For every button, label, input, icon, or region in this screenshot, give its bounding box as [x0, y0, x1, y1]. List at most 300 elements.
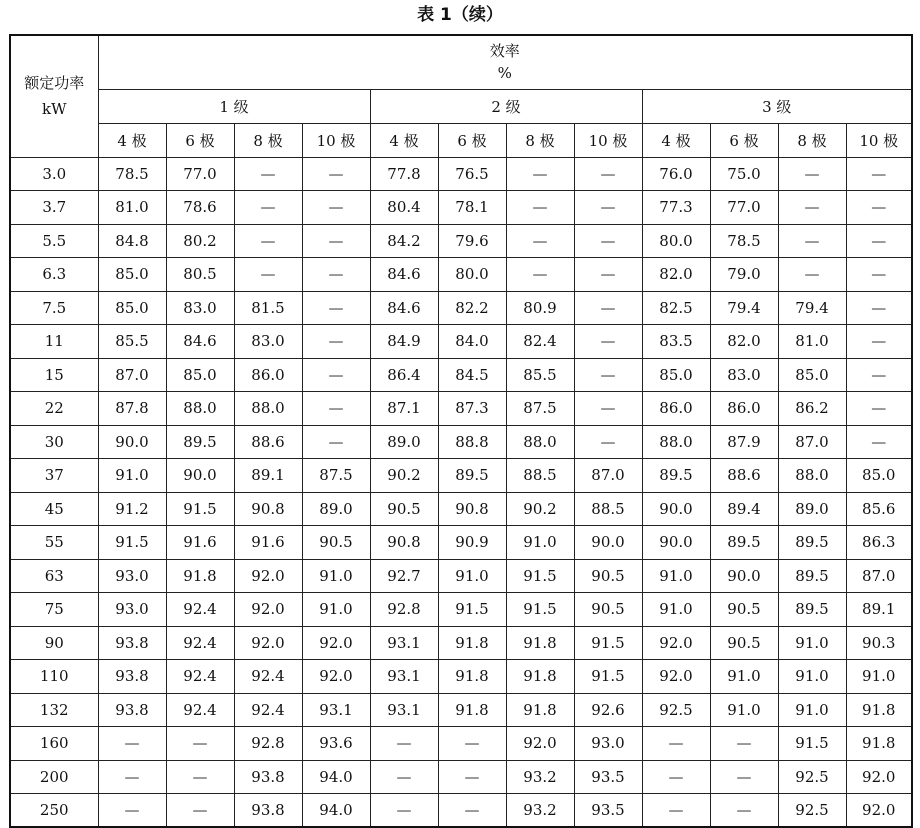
efficiency-cell: 93.8: [98, 693, 166, 727]
efficiency-cell: 92.0: [506, 727, 574, 761]
efficiency-cell: 91.6: [234, 526, 302, 560]
efficiency-cell: 83.0: [166, 291, 234, 325]
efficiency-cell: 84.6: [370, 291, 438, 325]
efficiency-cell: 82.5: [642, 291, 710, 325]
efficiency-cell: —: [370, 794, 438, 828]
efficiency-cell: 88.0: [234, 392, 302, 426]
efficiency-cell: 89.0: [370, 425, 438, 459]
efficiency-cell: 92.0: [846, 760, 912, 794]
efficiency-cell: —: [302, 258, 370, 292]
efficiency-cell: 81.0: [98, 191, 166, 225]
efficiency-cell: 77.0: [166, 157, 234, 191]
efficiency-cell: 79.6: [438, 224, 506, 258]
table-title: 表 1（续）: [417, 5, 503, 25]
efficiency-cell: 90.2: [506, 492, 574, 526]
pole-header-2-2: 6 极: [438, 123, 506, 157]
efficiency-cell: 84.8: [98, 224, 166, 258]
efficiency-cell: 92.0: [234, 593, 302, 627]
efficiency-cell: 93.8: [234, 760, 302, 794]
efficiency-cell: 92.0: [642, 660, 710, 694]
efficiency-cell: 89.0: [302, 492, 370, 526]
efficiency-cell: —: [438, 760, 506, 794]
efficiency-cell: 89.1: [846, 593, 912, 627]
efficiency-cell: —: [710, 760, 778, 794]
efficiency-cell: —: [234, 191, 302, 225]
efficiency-cell: 93.5: [574, 760, 642, 794]
efficiency-cell: —: [710, 794, 778, 828]
efficiency-cell: 80.9: [506, 291, 574, 325]
efficiency-cell: 89.4: [710, 492, 778, 526]
efficiency-cell: 93.1: [370, 626, 438, 660]
efficiency-cell: 90.5: [574, 593, 642, 627]
pole-header-1-1: 4 极: [98, 123, 166, 157]
efficiency-cell: 87.5: [506, 392, 574, 426]
efficiency-cell: 92.4: [234, 660, 302, 694]
efficiency-cell: 80.0: [438, 258, 506, 292]
efficiency-cell: —: [846, 291, 912, 325]
efficiency-cell: 80.2: [166, 224, 234, 258]
efficiency-cell: 92.0: [302, 660, 370, 694]
pole-header-2-1: 4 极: [370, 123, 438, 157]
efficiency-cell: —: [574, 191, 642, 225]
efficiency-cell: —: [846, 191, 912, 225]
efficiency-cell: 92.5: [778, 760, 846, 794]
efficiency-cell: 93.1: [302, 693, 370, 727]
table-body: [10, 157, 912, 827]
pole-header-1-3: 8 极: [234, 123, 302, 157]
efficiency-cell: —: [846, 325, 912, 359]
efficiency-cell: —: [302, 191, 370, 225]
efficiency-cell: 92.0: [642, 626, 710, 660]
grade-1-header: 1 级: [98, 89, 370, 123]
efficiency-cell: 90.8: [438, 492, 506, 526]
efficiency-cell: —: [778, 224, 846, 258]
efficiency-cell: 85.0: [98, 258, 166, 292]
efficiency-cell: 81.0: [778, 325, 846, 359]
efficiency-cell: —: [778, 258, 846, 292]
efficiency-cell: 89.5: [778, 526, 846, 560]
table-row: [10, 325, 912, 359]
pole-header-row: [10, 123, 912, 157]
efficiency-cell: 90.0: [574, 526, 642, 560]
efficiency-cell: 84.9: [370, 325, 438, 359]
efficiency-cell: —: [574, 392, 642, 426]
rated-power-cell: 22: [10, 392, 98, 426]
efficiency-cell: 86.0: [710, 392, 778, 426]
efficiency-cell: 87.3: [438, 392, 506, 426]
efficiency-cell: 87.0: [98, 358, 166, 392]
efficiency-cell: 75.0: [710, 157, 778, 191]
efficiency-cell: 93.0: [98, 593, 166, 627]
efficiency-cell: 92.4: [234, 693, 302, 727]
table-row: [10, 492, 912, 526]
efficiency-table: [9, 34, 913, 828]
efficiency-cell: 78.1: [438, 191, 506, 225]
pole-header-1-4: 10 极: [302, 123, 370, 157]
efficiency-cell: —: [302, 392, 370, 426]
efficiency-cell: —: [506, 224, 574, 258]
efficiency-cell: 85.5: [98, 325, 166, 359]
efficiency-cell: 91.0: [846, 660, 912, 694]
efficiency-cell: —: [642, 727, 710, 761]
efficiency-cell: 91.0: [302, 559, 370, 593]
efficiency-cell: 92.0: [846, 794, 912, 828]
efficiency-cell: 88.0: [642, 425, 710, 459]
efficiency-cell: 93.0: [98, 559, 166, 593]
efficiency-cell: 87.9: [710, 425, 778, 459]
efficiency-cell: 81.5: [234, 291, 302, 325]
efficiency-cell: 89.5: [166, 425, 234, 459]
efficiency-cell: 78.6: [166, 191, 234, 225]
efficiency-cell: 91.2: [98, 492, 166, 526]
table-row: [10, 392, 912, 426]
pole-header-2-3: 8 极: [506, 123, 574, 157]
efficiency-cell: —: [574, 325, 642, 359]
efficiency-cell: 93.1: [370, 660, 438, 694]
efficiency-cell: 77.0: [710, 191, 778, 225]
efficiency-cell: —: [846, 358, 912, 392]
efficiency-cell: 76.0: [642, 157, 710, 191]
efficiency-cell: 82.0: [710, 325, 778, 359]
efficiency-cell: 87.8: [98, 392, 166, 426]
efficiency-cell: 91.6: [166, 526, 234, 560]
efficiency-cell: 85.6: [846, 492, 912, 526]
efficiency-header: [98, 35, 912, 89]
efficiency-cell: 91.0: [778, 693, 846, 727]
table-row: [10, 526, 912, 560]
table-row: [10, 425, 912, 459]
efficiency-cell: —: [642, 760, 710, 794]
rated-power-header: [10, 35, 98, 157]
efficiency-cell: 92.8: [370, 593, 438, 627]
efficiency-cell: 91.0: [438, 559, 506, 593]
efficiency-cell: 93.8: [234, 794, 302, 828]
efficiency-cell: —: [438, 727, 506, 761]
efficiency-cell: 80.0: [642, 224, 710, 258]
efficiency-cell: 91.5: [166, 492, 234, 526]
efficiency-cell: 88.6: [234, 425, 302, 459]
efficiency-cell: 90.0: [166, 459, 234, 493]
efficiency-cell: 85.5: [506, 358, 574, 392]
efficiency-cell: 90.3: [846, 626, 912, 660]
efficiency-cell: 79.4: [778, 291, 846, 325]
efficiency-cell: 91.8: [506, 693, 574, 727]
efficiency-cell: 78.5: [710, 224, 778, 258]
efficiency-cell: 80.5: [166, 258, 234, 292]
efficiency-cell: 92.7: [370, 559, 438, 593]
efficiency-cell: 89.5: [778, 559, 846, 593]
rated-power-cell: 110: [10, 660, 98, 694]
efficiency-cell: 93.6: [302, 727, 370, 761]
rated-power-cell: 200: [10, 760, 98, 794]
efficiency-cell: 89.5: [710, 526, 778, 560]
table-row: [10, 727, 912, 761]
rated-power-cell: 55: [10, 526, 98, 560]
efficiency-cell: —: [846, 224, 912, 258]
rated-power-unit: kW: [41, 100, 67, 119]
efficiency-cell: —: [234, 224, 302, 258]
rated-power-cell: 6.3: [10, 258, 98, 292]
efficiency-cell: 91.8: [506, 660, 574, 694]
rated-power-cell: 132: [10, 693, 98, 727]
table-row: [10, 258, 912, 292]
rated-power-cell: 45: [10, 492, 98, 526]
efficiency-cell: 92.4: [166, 626, 234, 660]
efficiency-cell: 89.5: [642, 459, 710, 493]
efficiency-cell: 94.0: [302, 794, 370, 828]
efficiency-cell: 92.4: [166, 593, 234, 627]
table-row: [10, 693, 912, 727]
rated-power-cell: 7.5: [10, 291, 98, 325]
efficiency-cell: 91.0: [642, 559, 710, 593]
efficiency-cell: 83.0: [710, 358, 778, 392]
efficiency-cell: 91.8: [166, 559, 234, 593]
efficiency-cell: 85.0: [778, 358, 846, 392]
efficiency-cell: 91.0: [778, 660, 846, 694]
efficiency-cell: 91.0: [506, 526, 574, 560]
efficiency-cell: 91.5: [574, 626, 642, 660]
efficiency-cell: —: [302, 224, 370, 258]
efficiency-cell: 92.0: [234, 559, 302, 593]
efficiency-cell: 91.5: [506, 559, 574, 593]
efficiency-cell: 90.5: [710, 593, 778, 627]
efficiency-cell: 91.0: [710, 693, 778, 727]
efficiency-cell: —: [574, 425, 642, 459]
efficiency-cell: 80.4: [370, 191, 438, 225]
rated-power-cell: 250: [10, 794, 98, 828]
efficiency-cell: 84.5: [438, 358, 506, 392]
rated-power-cell: 3.7: [10, 191, 98, 225]
efficiency-cell: 90.5: [302, 526, 370, 560]
rated-power-cell: 11: [10, 325, 98, 359]
efficiency-cell: 84.2: [370, 224, 438, 258]
efficiency-cell: —: [302, 291, 370, 325]
efficiency-cell: —: [98, 794, 166, 828]
efficiency-cell: 90.0: [710, 559, 778, 593]
efficiency-cell: 93.8: [98, 660, 166, 694]
efficiency-cell: 91.8: [506, 626, 574, 660]
efficiency-cell: 92.0: [234, 626, 302, 660]
efficiency-cell: —: [234, 258, 302, 292]
efficiency-cell: —: [574, 157, 642, 191]
efficiency-cell: —: [302, 358, 370, 392]
efficiency-cell: 88.8: [438, 425, 506, 459]
efficiency-cell: 89.0: [778, 492, 846, 526]
efficiency-cell: —: [846, 258, 912, 292]
efficiency-cell: —: [98, 727, 166, 761]
efficiency-cell: 92.4: [166, 660, 234, 694]
efficiency-unit: %: [497, 64, 512, 83]
efficiency-cell: 91.0: [778, 626, 846, 660]
efficiency-cell: 88.0: [778, 459, 846, 493]
rated-power-cell: 3.0: [10, 157, 98, 191]
rated-power-cell: 5.5: [10, 224, 98, 258]
efficiency-cell: 85.0: [846, 459, 912, 493]
efficiency-cell: 87.0: [846, 559, 912, 593]
efficiency-cell: 82.0: [642, 258, 710, 292]
table-row: [10, 157, 912, 191]
efficiency-cell: —: [846, 392, 912, 426]
table-row: [10, 626, 912, 660]
efficiency-cell: 93.0: [574, 727, 642, 761]
efficiency-cell: 93.5: [574, 794, 642, 828]
efficiency-cell: 88.0: [166, 392, 234, 426]
pole-header-3-4: 10 极: [846, 123, 912, 157]
efficiency-cell: 90.5: [370, 492, 438, 526]
efficiency-cell: 88.5: [506, 459, 574, 493]
efficiency-cell: 92.8: [234, 727, 302, 761]
efficiency-cell: 89.5: [438, 459, 506, 493]
efficiency-cell: —: [778, 157, 846, 191]
efficiency-cell: 91.5: [438, 593, 506, 627]
efficiency-cell: 85.0: [98, 291, 166, 325]
efficiency-cell: 90.0: [98, 425, 166, 459]
efficiency-cell: 86.2: [778, 392, 846, 426]
efficiency-cell: 77.8: [370, 157, 438, 191]
efficiency-cell: —: [506, 191, 574, 225]
efficiency-cell: 90.5: [574, 559, 642, 593]
efficiency-cell: 91.8: [438, 626, 506, 660]
efficiency-cell: —: [778, 191, 846, 225]
efficiency-cell: 93.2: [506, 794, 574, 828]
efficiency-cell: 77.3: [642, 191, 710, 225]
efficiency-cell: 76.5: [438, 157, 506, 191]
efficiency-cell: 90.9: [438, 526, 506, 560]
efficiency-cell: 90.0: [642, 526, 710, 560]
grade-2-header: 2 级: [370, 89, 642, 123]
table-row: [10, 593, 912, 627]
efficiency-cell: 91.0: [98, 459, 166, 493]
efficiency-cell: 83.5: [642, 325, 710, 359]
efficiency-cell: 84.6: [166, 325, 234, 359]
efficiency-cell: 91.0: [710, 660, 778, 694]
efficiency-cell: —: [846, 425, 912, 459]
efficiency-cell: 93.2: [506, 760, 574, 794]
efficiency-cell: 91.5: [98, 526, 166, 560]
efficiency-cell: 92.6: [574, 693, 642, 727]
efficiency-cell: 91.8: [846, 727, 912, 761]
table-row: [10, 760, 912, 794]
efficiency-cell: 91.5: [778, 727, 846, 761]
efficiency-cell: 90.5: [710, 626, 778, 660]
efficiency-cell: 86.0: [642, 392, 710, 426]
efficiency-cell: 92.0: [302, 626, 370, 660]
rated-power-cell: 30: [10, 425, 98, 459]
efficiency-cell: 87.0: [778, 425, 846, 459]
efficiency-cell: 92.4: [166, 693, 234, 727]
efficiency-cell: —: [98, 760, 166, 794]
efficiency-cell: 89.1: [234, 459, 302, 493]
efficiency-cell: 92.5: [778, 794, 846, 828]
efficiency-cell: 90.8: [234, 492, 302, 526]
efficiency-cell: —: [710, 727, 778, 761]
efficiency-cell: —: [302, 425, 370, 459]
efficiency-cell: 91.5: [506, 593, 574, 627]
efficiency-cell: —: [166, 794, 234, 828]
pole-header-1-2: 6 极: [166, 123, 234, 157]
table-row: [10, 358, 912, 392]
pole-header-3-3: 8 极: [778, 123, 846, 157]
rated-power-cell: 63: [10, 559, 98, 593]
efficiency-cell: —: [302, 157, 370, 191]
efficiency-cell: 88.6: [710, 459, 778, 493]
efficiency-cell: 90.8: [370, 526, 438, 560]
table-row: [10, 559, 912, 593]
efficiency-cell: —: [370, 727, 438, 761]
efficiency-cell: 91.0: [302, 593, 370, 627]
rated-power-cell: 15: [10, 358, 98, 392]
efficiency-cell: 91.0: [642, 593, 710, 627]
efficiency-cell: 93.8: [98, 626, 166, 660]
efficiency-cell: 91.8: [438, 660, 506, 694]
efficiency-cell: 84.6: [370, 258, 438, 292]
efficiency-cell: 90.2: [370, 459, 438, 493]
efficiency-cell: —: [574, 358, 642, 392]
efficiency-cell: —: [574, 224, 642, 258]
efficiency-cell: 91.8: [438, 693, 506, 727]
efficiency-cell: 92.5: [642, 693, 710, 727]
efficiency-cell: —: [574, 258, 642, 292]
efficiency-cell: 88.5: [574, 492, 642, 526]
pole-header-3-2: 6 极: [710, 123, 778, 157]
efficiency-cell: 83.0: [234, 325, 302, 359]
efficiency-cell: 85.0: [166, 358, 234, 392]
efficiency-cell: 86.3: [846, 526, 912, 560]
efficiency-cell: —: [846, 157, 912, 191]
efficiency-cell: —: [370, 760, 438, 794]
table-row: [10, 191, 912, 225]
efficiency-cell: 82.4: [506, 325, 574, 359]
table-row: [10, 224, 912, 258]
efficiency-cell: 84.0: [438, 325, 506, 359]
efficiency-cell: —: [506, 157, 574, 191]
table-row: [10, 794, 912, 828]
efficiency-cell: —: [166, 727, 234, 761]
rated-power-cell: 75: [10, 593, 98, 627]
rated-power-cell: 37: [10, 459, 98, 493]
efficiency-cell: 86.4: [370, 358, 438, 392]
efficiency-cell: 91.8: [846, 693, 912, 727]
pole-header-2-4: 10 极: [574, 123, 642, 157]
pole-header-3-1: 4 极: [642, 123, 710, 157]
efficiency-cell: 93.1: [370, 693, 438, 727]
efficiency-cell: —: [234, 157, 302, 191]
efficiency-cell: 87.1: [370, 392, 438, 426]
efficiency-cell: 86.0: [234, 358, 302, 392]
efficiency-cell: —: [166, 760, 234, 794]
efficiency-cell: 82.2: [438, 291, 506, 325]
efficiency-cell: —: [302, 325, 370, 359]
efficiency-cell: 87.5: [302, 459, 370, 493]
rated-power-label: 额定功率: [24, 74, 85, 93]
efficiency-cell: 85.0: [642, 358, 710, 392]
efficiency-cell: —: [642, 794, 710, 828]
efficiency-cell: 78.5: [98, 157, 166, 191]
table-row: [10, 291, 912, 325]
efficiency-cell: 79.0: [710, 258, 778, 292]
efficiency-cell: 89.5: [778, 593, 846, 627]
efficiency-cell: —: [438, 794, 506, 828]
efficiency-cell: —: [574, 291, 642, 325]
table-row: [10, 660, 912, 694]
efficiency-cell: —: [506, 258, 574, 292]
efficiency-cell: 87.0: [574, 459, 642, 493]
efficiency-cell: 90.0: [642, 492, 710, 526]
rated-power-cell: 90: [10, 626, 98, 660]
efficiency-cell: 94.0: [302, 760, 370, 794]
rated-power-cell: 160: [10, 727, 98, 761]
efficiency-cell: 79.4: [710, 291, 778, 325]
